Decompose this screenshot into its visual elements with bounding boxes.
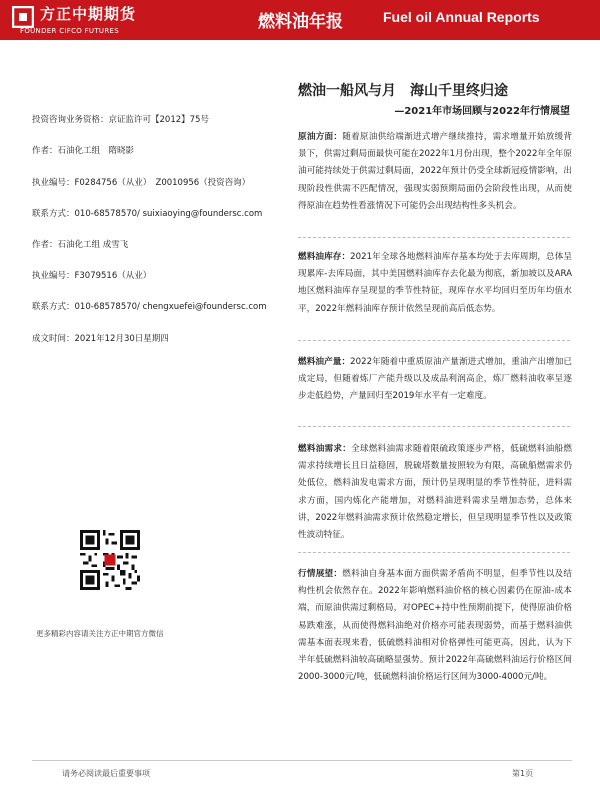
section-body: 随着原油供给端渐进式增产继续推持，需求增量开始放缓背景下，供需过剩局面最快可能在2022年1月份出现，整个2022年全年原油可能持续处于供需过剩局面，2022年预计仍受全球新冠疫情影响，出现阶段性供需不匹配情况，强现实弱预期局面仍会阶段性出现，从而使得原油在趋势性看涨情况下可能仍会出现结构性多头机会。 (298, 132, 572, 211)
section-divider (298, 426, 570, 427)
license-2: 执业编号：F3079516（从业） (32, 271, 152, 281)
qr-caption: 更多精彩内容请关注方正中期官方微信 (36, 629, 164, 638)
section-crude-oil (298, 129, 572, 215)
section-body: 2021年全球各地燃料油库存基本均处于去库周期，总体呈现累库-去库局面，其中美国燃料油库存去化最为彻底，新加坡以及ARA地区燃料油库存呈现显的季节性特征，现库存水平均回归至历年均值水平，2022年燃料油库存预计依然呈现前高后低态势。 (298, 252, 572, 314)
page-number: 第1页 (512, 769, 534, 778)
qr-code-icon[interactable] (80, 530, 140, 590)
section-heading: 燃料油库存： (298, 252, 351, 262)
section-heading: 行情展望： (298, 569, 343, 579)
section-outlook (298, 566, 572, 686)
written-date: 成文时间：2021年12月30日星期四 (32, 334, 169, 344)
section-heading: 燃料油需求： (298, 444, 352, 454)
footer-divider (32, 760, 572, 761)
section-divider (298, 340, 570, 341)
report-type-en: Fuel oil Annual Reports (383, 9, 540, 25)
footer-disclaimer[interactable]: 请务必阅读最后重要事项 (62, 769, 150, 778)
logo-mark-icon (12, 6, 34, 28)
header-banner (0, 0, 600, 40)
section-heading: 燃料油产量： (298, 357, 351, 367)
author-1: 作者：石油化工组 隋晓影 (32, 146, 135, 156)
section-divider (298, 237, 570, 238)
section-inventory (298, 249, 572, 318)
section-body: 2022年随着中重质原油产量渐进式增加，重油产出增加已成定局，但随着炼厂产能升级以及成品利润高企，炼厂燃料油收率呈逐步走低趋势，产量回归至2019年水平有一定难度。 (298, 357, 572, 402)
section-divider (298, 552, 570, 553)
logo-text-en: FOUNDER CIFCO FUTURES (20, 27, 119, 35)
logo-text-cn: 方正中期期货 (40, 5, 137, 23)
contact-1: 联系方式：010-68578570/ suixiaoying@foundersc.com (32, 209, 263, 219)
author-2: 作者：石油化工组 成雪飞 (32, 240, 129, 250)
license-1: 执业编号：F0284756（从业） Z0010956（投资咨询） (32, 178, 251, 188)
section-demand (298, 441, 572, 544)
contact-2: 联系方式：010-68578570/ chengxuefei@foundersc.com (32, 302, 267, 312)
section-body: 燃料油自身基本面方面供需矛盾尚不明显，但季节性以及结构性机会依然存在。2022年影响燃料油价格的核心因素仍在原油-成本端，而原油供需过剩格局，对OPEC+持中性预期前提下，使得原油价格易跌难涨，从而使得燃料油绝对价格亦可能表现弱势，而基于燃料油供需基本面表现来看，低硫燃料油相对价格弹性可能更高，因此，认为下半年低硫燃料油较高硫略显强势。预计2022年高硫燃料油运行价格区间2000-3000元/吨，低硫燃料油价格运行区间为3000-4000元/吨。 (298, 569, 572, 683)
section-production (298, 354, 572, 406)
qualification-line: 投资咨询业务资格：京证监许可【2012】75号 (32, 115, 209, 125)
section-heading: 原油方面： (298, 132, 343, 142)
report-type-cn: 燃料油年报 (258, 12, 343, 32)
page-title: 燃油一船风与月 海山千里终归途 (298, 83, 508, 99)
company-logo (8, 3, 178, 37)
section-body: 全球燃料油需求随着限硫政策逐步严格，低硫燃料油船燃需求持续增长且日益稳固，脱硫塔数量按照较为有限，高硫船燃需求仍处低位，燃料油发电需求方面，预计仍呈现明显的季节性特征，进料需求方面，国内炼化产能增加，对燃料油进料需求呈增加态势，总体来讲，2022年燃料油需求预计依然稳定增长，但呈现明显季节性以及政策性波动特征。 (298, 444, 572, 541)
page-subtitle: —2021年市场回顾与2022年行情展望 (394, 106, 570, 117)
